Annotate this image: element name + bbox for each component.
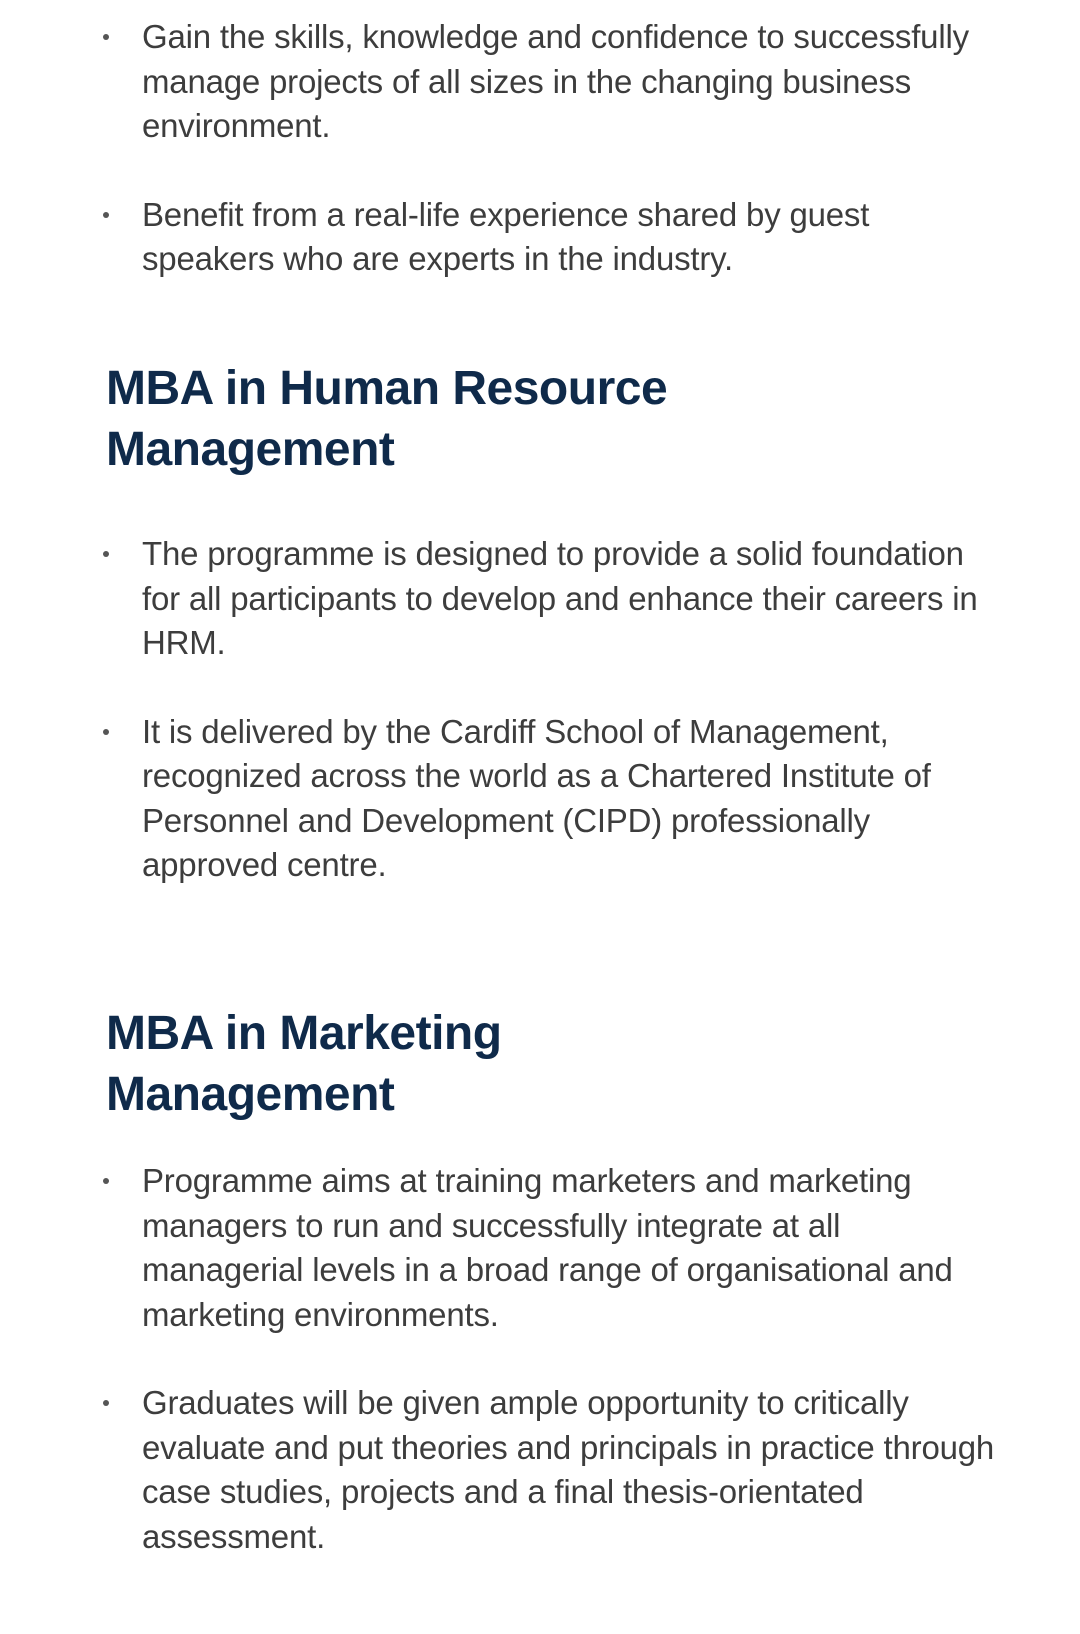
list-item <box>100 532 1000 666</box>
list-item-text: Programme aims at training marketers and marketing managers to run and successfully integrate at all managerial levels in a broad range of organisational and marketing environments. <box>142 1162 953 1333</box>
bullet-icon <box>103 1400 109 1406</box>
list-item <box>100 710 1000 888</box>
list-item-text: It is delivered by the Cardiff School of Management, recognized across the world as a Chartered Institute of Personnel and Development (CIPD) professionally approved centre. <box>142 712 931 883</box>
list-item <box>100 1159 1000 1337</box>
intro-bullet-list <box>100 15 1000 282</box>
list-item-text: Graduates will be given ample opportunity to critically evaluate and put theories and principals in practice through case studies, projects and a final thesis-orientated assessment. <box>142 1384 995 1555</box>
marketing-bullet-list <box>100 1159 1000 1559</box>
section-title-hrm <box>106 358 806 480</box>
section-title-line: Management <box>106 1068 395 1121</box>
bullet-icon <box>103 34 109 40</box>
list-item <box>100 1381 1000 1559</box>
section-title-line: MBA in Human Resource <box>106 362 668 415</box>
section-title-line: MBA in Marketing <box>106 1007 502 1060</box>
list-item-text: Gain the skills, knowledge and confidence to successfully manage projects of all sizes in the changing business environment. <box>142 18 969 144</box>
list-item <box>100 15 1000 149</box>
list-item-text: The programme is designed to provide a solid foundation for all participants to develop and enhance their careers in HRM. <box>142 535 978 661</box>
section-title-marketing <box>106 1003 806 1125</box>
bullet-icon <box>103 1178 109 1184</box>
bullet-icon <box>103 729 109 735</box>
bullet-icon <box>103 551 109 557</box>
hrm-bullet-list <box>100 532 1000 888</box>
section-title-line: Management <box>106 423 395 476</box>
list-item-text: Benefit from a real-life experience shared by guest speakers who are experts in the industry. <box>142 195 870 277</box>
list-item <box>100 193 1000 282</box>
bullet-icon <box>103 212 109 218</box>
